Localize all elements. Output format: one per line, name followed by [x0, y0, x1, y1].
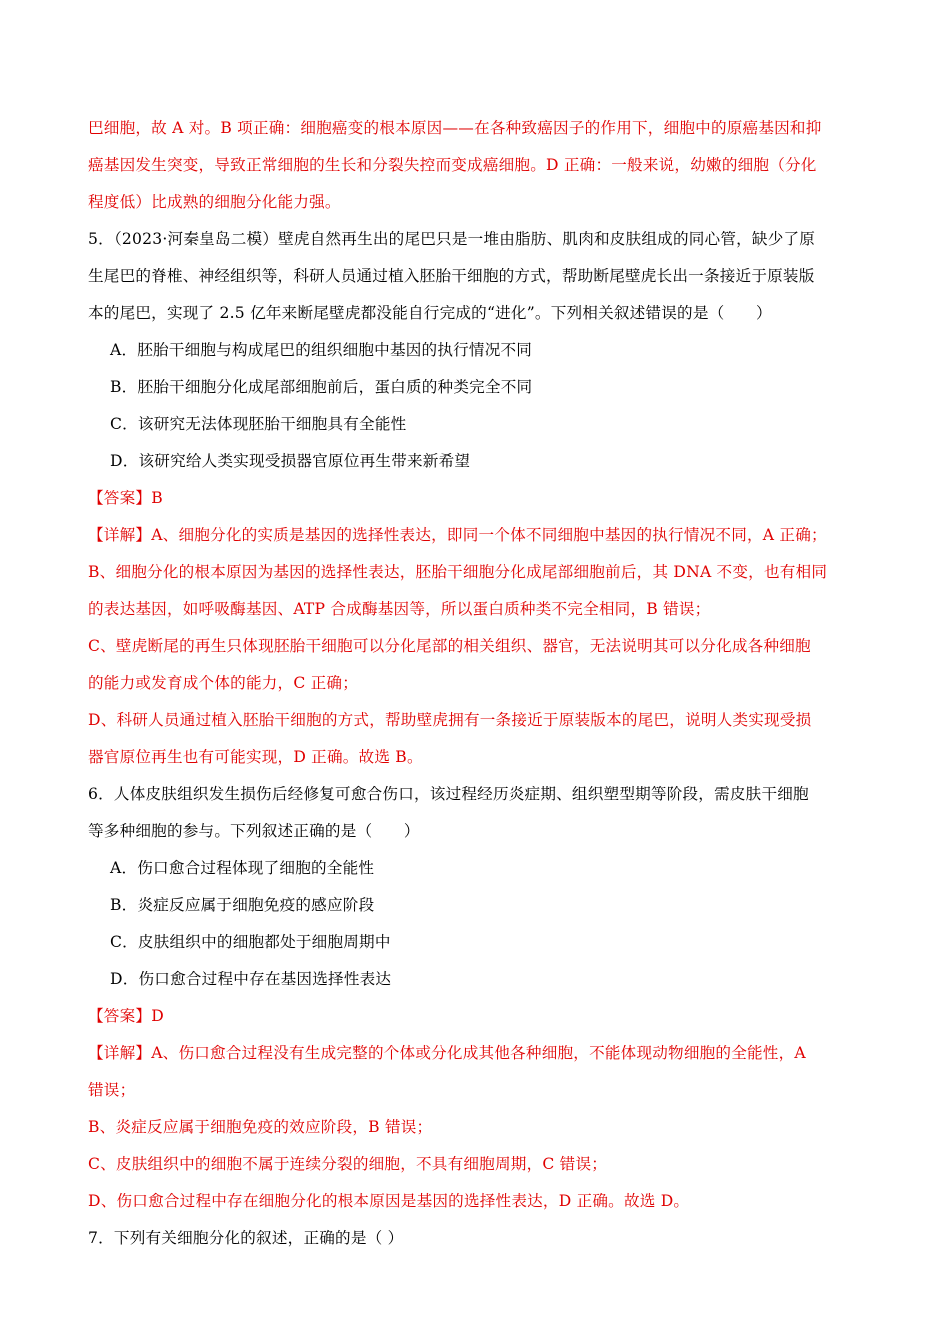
detail-text: A、伤口愈合过程没有生成完整的个体或分化成其他各种细胞，不能体现动物细胞的全能性，A — [151, 1044, 806, 1062]
option-b: B．炎症反应属于细胞免疫的感应阶段 — [110, 896, 375, 914]
detail-tag: 【详解】 — [88, 1044, 152, 1062]
question-5 — [88, 221, 864, 776]
answer-tag: 【答案】 — [88, 489, 152, 507]
detail-line: 错误； — [88, 1081, 136, 1099]
question-stem-line: 5．（2023·河秦皇岛二模）壁虎自然再生出的尾巴只是一堆由脂肪、肌肉和皮肤组成的同心管，缺少了原 — [88, 230, 816, 248]
detail-line: 的表达基因，如呼吸酶基因、ATP 合成酶基因等，所以蛋白质种类不完全相同，B 错误； — [88, 600, 711, 618]
detail-text: A、细胞分化的实质是基因的选择性表达，即同一个体不同细胞中基因的执行情况不同，A 正确； — [151, 526, 827, 544]
document-page — [88, 110, 864, 1257]
detail-line: 的能力或发育成个体的能力，C 正确； — [88, 674, 358, 692]
detail-line: C、皮肤组织中的细胞不属于连续分裂的细胞，不具有细胞周期，C 错误； — [88, 1155, 608, 1173]
detail-line: D、伤口愈合过程中存在细胞分化的根本原因是基因的选择性表达，D 正确。故选 D。 — [88, 1192, 690, 1210]
option-b: B．胚胎干细胞分化成尾部细胞前后，蛋白质的种类完全不同 — [110, 378, 533, 396]
option-d: D．该研究给人类实现受损器官原位再生带来新希望 — [110, 452, 471, 470]
answer-line — [88, 998, 864, 1035]
explanation-line: 癌基因发生突变，导致正常细胞的生长和分裂失控而变成癌细胞。D 正确：一般来说，幼嫩的细胞（分化 — [88, 156, 817, 174]
question-stem-line: 7．下列有关细胞分化的叙述，正确的是（ ） — [88, 1229, 404, 1247]
question-stem-line: 本的尾巴，实现了 2.5 亿年来断尾壁虎都没能自行完成的“进化”。下列相关叙述错误的是（ ） — [88, 304, 772, 322]
explanation-line: 程度低）比成熟的细胞分化能力强。 — [88, 193, 341, 211]
question-stem-line: 生尾巴的脊椎、神经组织等，科研人员通过植入胚胎干细胞的方式，帮助断尾壁虎长出一条接近于原装版 — [88, 267, 815, 285]
option-a: A．伤口愈合过程体现了细胞的全能性 — [110, 859, 375, 877]
detail-line — [88, 1035, 864, 1072]
previous-explanation — [88, 110, 864, 221]
option-c: C．该研究无法体现胚胎干细胞具有全能性 — [110, 415, 407, 433]
question-6 — [88, 776, 864, 1220]
detail-tag: 【详解】 — [88, 526, 152, 544]
question-7 — [88, 1220, 864, 1257]
option-a: A．胚胎干细胞与构成尾巴的组织细胞中基因的执行情况不同 — [110, 341, 533, 359]
answer-value: D — [151, 1007, 164, 1025]
option-d: D．伤口愈合过程中存在基因选择性表达 — [110, 970, 392, 988]
answer-line — [88, 480, 864, 517]
option-c: C．皮肤组织中的细胞都处于细胞周期中 — [110, 933, 391, 951]
detail-line — [88, 517, 864, 554]
answer-value: B — [151, 489, 163, 507]
explanation-line: 巴细胞，故 A 对。B 项正确：细胞癌变的根本原因——在各种致癌因子的作用下，细胞中的原癌基因和抑 — [88, 119, 822, 137]
answer-tag: 【答案】 — [88, 1007, 152, 1025]
detail-line: 器官原位再生也有可能实现，D 正确。故选 B。 — [88, 748, 423, 766]
detail-line: D、科研人员通过植入胚胎干细胞的方式，帮助壁虎拥有一条接近于原装版本的尾巴，说明人类实现受损 — [88, 711, 812, 729]
question-stem-line: 等多种细胞的参与。下列叙述正确的是（ ） — [88, 822, 420, 840]
detail-line: B、细胞分化的根本原因为基因的选择性表达，胚胎干细胞分化成尾部细胞前后，其 DNA 不变，也有相同 — [88, 563, 828, 581]
detail-line: B、炎症反应属于细胞免疫的效应阶段，B 错误； — [88, 1118, 433, 1136]
detail-line: C、壁虎断尾的再生只体现胚胎干细胞可以分化尾部的相关组织、器官，无法说明其可以分化成各种细胞 — [88, 637, 811, 655]
question-stem-line: 6．人体皮肤组织发生损伤后经修复可愈合伤口，该过程经历炎症期、组织塑型期等阶段，需皮肤干细胞 — [88, 785, 809, 803]
